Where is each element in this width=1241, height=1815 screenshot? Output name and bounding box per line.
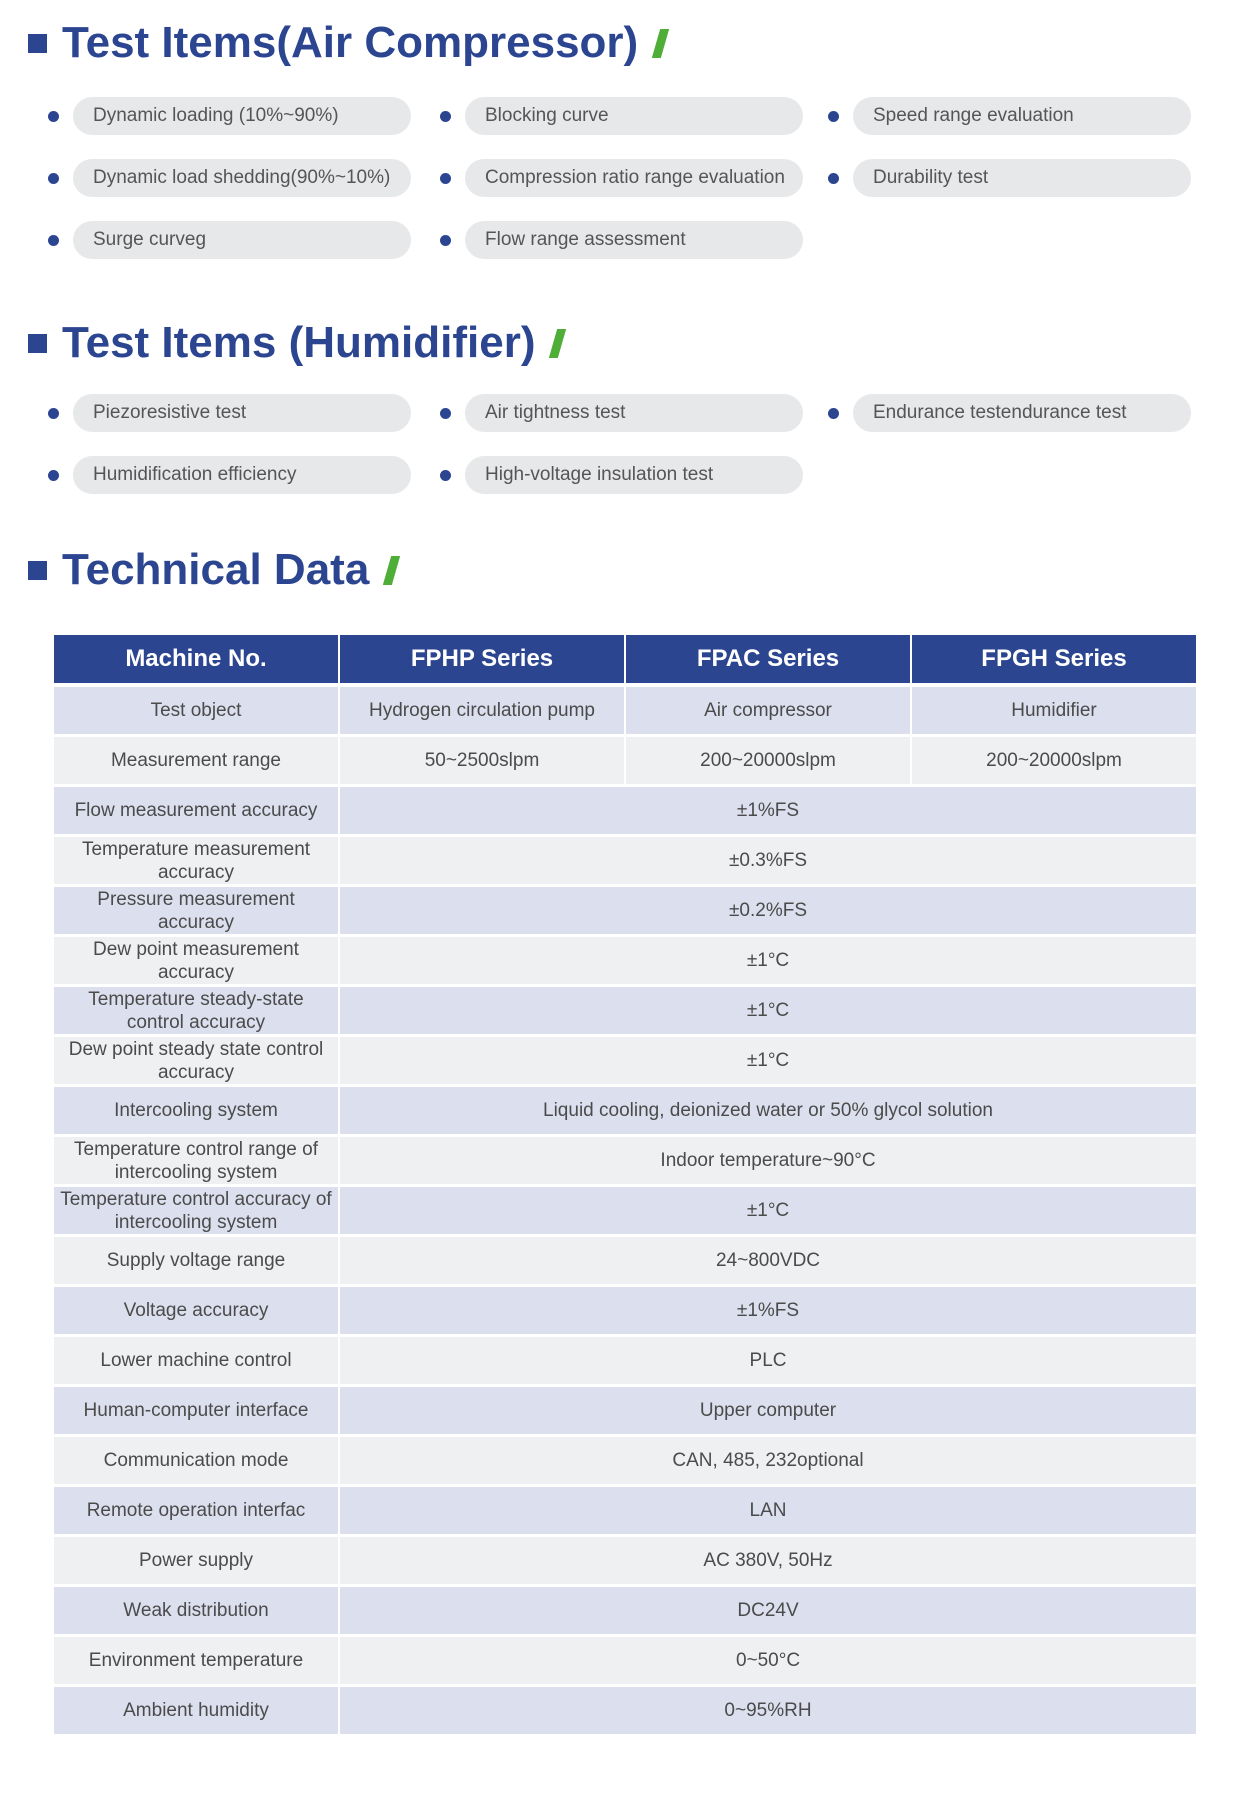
table-row	[54, 1387, 1196, 1437]
air-compressor-test-items	[48, 97, 1198, 267]
row-label-cell: Temperature steady-state control accuracy	[54, 987, 338, 1037]
row-value-cell: PLC	[340, 1337, 1196, 1387]
bullet-dot-icon	[828, 408, 839, 419]
bullet-dot-icon	[48, 470, 59, 481]
table-row	[54, 1087, 1196, 1137]
green-slash-icon	[652, 29, 669, 58]
row-label-cell: Supply voltage range	[54, 1237, 338, 1287]
section-title-air-compressor	[28, 18, 665, 68]
table-row	[54, 1537, 1196, 1587]
table-row	[54, 687, 1196, 737]
row-label-cell: Remote operation interfac	[54, 1487, 338, 1537]
table-row	[54, 837, 1196, 887]
test-item	[440, 221, 803, 259]
section-title-humidifier	[28, 318, 562, 368]
table-row	[54, 1337, 1196, 1387]
green-slash-icon	[383, 556, 400, 585]
row-label-cell: Temperature measurement accuracy	[54, 837, 338, 887]
row-value-cell: ±1°C	[340, 987, 1196, 1037]
table-row	[54, 737, 1196, 787]
technical-data-table	[52, 635, 1198, 1737]
row-label-cell: Lower machine control	[54, 1337, 338, 1387]
row-value-cell: 200~20000slpm	[626, 737, 910, 787]
test-item	[828, 394, 1191, 432]
table-row	[54, 987, 1196, 1037]
table-row	[54, 1287, 1196, 1337]
row-label-cell: Flow measurement accuracy	[54, 787, 338, 837]
green-slash-icon	[549, 329, 566, 358]
row-value-cell: Humidifier	[912, 687, 1196, 737]
row-value-cell: 200~20000slpm	[912, 737, 1196, 787]
table-row	[54, 1637, 1196, 1687]
test-item	[48, 394, 411, 432]
test-item	[48, 456, 411, 494]
row-value-cell: CAN, 485, 232optional	[340, 1437, 1196, 1487]
bullet-dot-icon	[440, 111, 451, 122]
section-title-technical-data	[28, 545, 396, 595]
bullet-dot-icon	[48, 408, 59, 419]
test-item	[48, 221, 411, 259]
row-value-cell: ±0.2%FS	[340, 887, 1196, 937]
row-value-cell: Upper computer	[340, 1387, 1196, 1437]
table-row	[54, 1437, 1196, 1487]
bullet-dot-icon	[440, 470, 451, 481]
test-item-pill: Durability test	[853, 159, 1191, 197]
row-label-cell: Temperature control accuracy of intercooling system	[54, 1187, 338, 1237]
bullet-dot-icon	[828, 173, 839, 184]
row-value-cell: 0~50°C	[340, 1637, 1196, 1687]
test-item-pill: Blocking curve	[465, 97, 803, 135]
section-title-text: Test Items(Air Compressor)	[62, 18, 639, 67]
row-label-cell: Ambient humidity	[54, 1687, 338, 1737]
row-label-cell: Intercooling system	[54, 1087, 338, 1137]
bullet-dot-icon	[48, 111, 59, 122]
row-value-cell: DC24V	[340, 1587, 1196, 1637]
test-item-pill: High-voltage insulation test	[465, 456, 803, 494]
test-item	[440, 159, 803, 197]
test-item-pill: Flow range assessment	[465, 221, 803, 259]
row-value-cell: ±1%FS	[340, 1287, 1196, 1337]
row-label-cell: Dew point steady state control accuracy	[54, 1037, 338, 1087]
row-label-cell: Pressure measurement accuracy	[54, 887, 338, 937]
test-item	[440, 394, 803, 432]
row-label-cell: Voltage accuracy	[54, 1287, 338, 1337]
test-item-pill: Endurance testendurance test	[853, 394, 1191, 432]
table-row	[54, 937, 1196, 987]
test-item	[828, 97, 1191, 135]
table-row	[54, 1187, 1196, 1237]
row-value-cell: ±1%FS	[340, 787, 1196, 837]
table-row	[54, 787, 1196, 837]
table-header-cell: Machine No.	[54, 635, 338, 687]
square-bullet-icon	[28, 561, 47, 580]
row-value-cell: Hydrogen circulation pump	[340, 687, 624, 737]
test-item	[48, 97, 411, 135]
row-value-cell: ±1°C	[340, 937, 1196, 987]
row-value-cell: Air compressor	[626, 687, 910, 737]
square-bullet-icon	[28, 34, 47, 53]
bullet-dot-icon	[440, 173, 451, 184]
bullet-dot-icon	[440, 408, 451, 419]
table-row	[54, 1587, 1196, 1637]
row-label-cell: Test object	[54, 687, 338, 737]
test-item	[828, 159, 1191, 197]
row-label-cell: Measurement range	[54, 737, 338, 787]
table-row	[54, 1237, 1196, 1287]
row-label-cell: Temperature control range of intercooling system	[54, 1137, 338, 1187]
test-item	[48, 159, 411, 197]
row-value-cell: 24~800VDC	[340, 1237, 1196, 1287]
row-value-cell: AC 380V, 50Hz	[340, 1537, 1196, 1587]
test-item-pill: Humidification efficiency	[73, 456, 411, 494]
section-title-text: Test Items (Humidifier)	[62, 318, 536, 367]
humidifier-test-items	[48, 394, 1198, 504]
table-header-cell: FPHP Series	[340, 635, 624, 687]
test-item-pill: Air tightness test	[465, 394, 803, 432]
test-item-pill: Dynamic load shedding(90%~10%)	[73, 159, 411, 197]
row-value-cell: LAN	[340, 1487, 1196, 1537]
table-body	[54, 687, 1196, 1737]
row-label-cell: Human-computer interface	[54, 1387, 338, 1437]
section-title-text: Technical Data	[62, 545, 370, 594]
row-value-cell: ±1°C	[340, 1037, 1196, 1087]
test-item-pill: Compression ratio range evaluation	[465, 159, 803, 197]
row-label-cell: Environment temperature	[54, 1637, 338, 1687]
test-item	[440, 456, 803, 494]
test-item-pill: Surge curveg	[73, 221, 411, 259]
test-item-pill: Speed range evaluation	[853, 97, 1191, 135]
table-header-cell: FPAC Series	[626, 635, 910, 687]
square-bullet-icon	[28, 334, 47, 353]
table-row	[54, 1037, 1196, 1087]
row-value-cell: ±1°C	[340, 1187, 1196, 1237]
bullet-dot-icon	[48, 235, 59, 246]
table-row	[54, 1137, 1196, 1187]
table-header-row	[54, 635, 1196, 687]
row-label-cell: Power supply	[54, 1537, 338, 1587]
row-value-cell: ±0.3%FS	[340, 837, 1196, 887]
row-value-cell: Indoor temperature~90°C	[340, 1137, 1196, 1187]
bullet-dot-icon	[48, 173, 59, 184]
bullet-dot-icon	[440, 235, 451, 246]
row-value-cell: 0~95%RH	[340, 1687, 1196, 1737]
row-label-cell: Weak distribution	[54, 1587, 338, 1637]
table-row	[54, 1687, 1196, 1737]
test-item	[440, 97, 803, 135]
row-label-cell: Dew point measurement accuracy	[54, 937, 338, 987]
row-value-cell: Liquid cooling, deionized water or 50% glycol solution	[340, 1087, 1196, 1137]
row-value-cell: 50~2500slpm	[340, 737, 624, 787]
row-label-cell: Communication mode	[54, 1437, 338, 1487]
bullet-dot-icon	[828, 111, 839, 122]
test-item-pill: Piezoresistive test	[73, 394, 411, 432]
table-header-cell: FPGH Series	[912, 635, 1196, 687]
table-row	[54, 887, 1196, 937]
table-row	[54, 1487, 1196, 1537]
test-item-pill: Dynamic loading (10%~90%)	[73, 97, 411, 135]
